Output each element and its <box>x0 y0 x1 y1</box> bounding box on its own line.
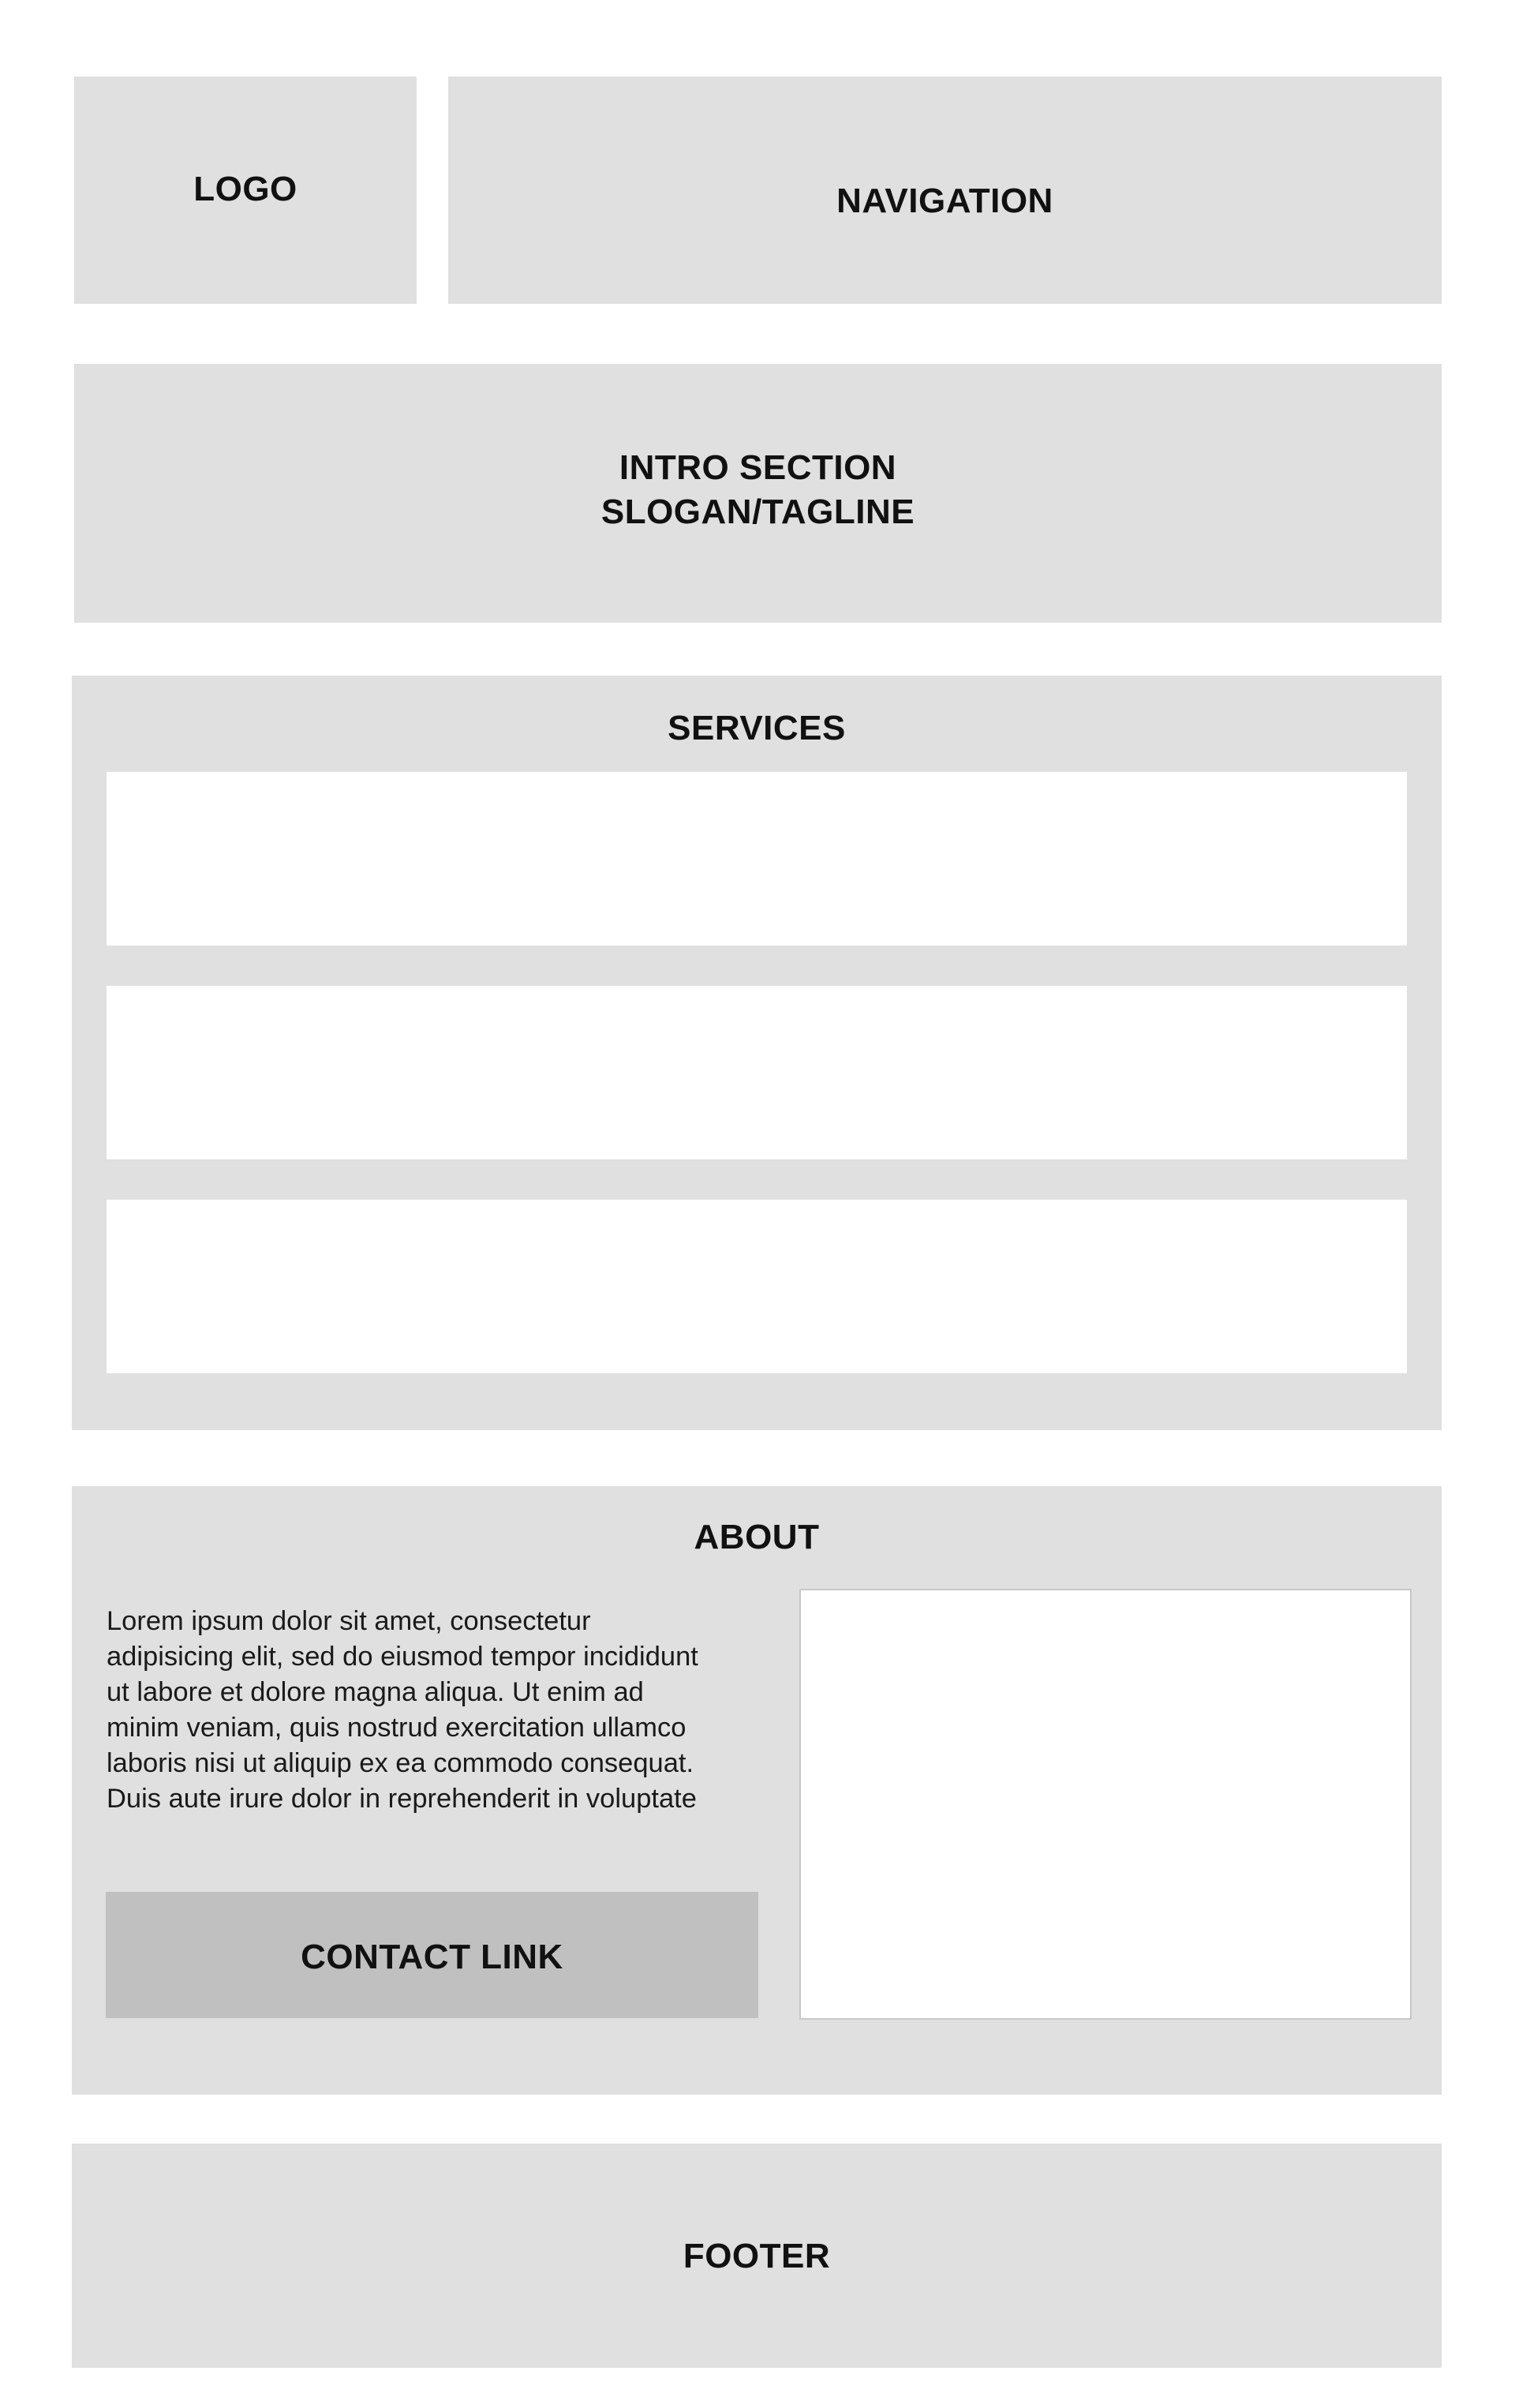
about-body-text: Lorem ipsum dolor sit amet, consectetur adipisicing elit, sed do eiusmod tempor incididunt ut labore et dolore magna aliqua. Ut enim ad minim veniam, quis nostrud exercitation ullamco laboris nisi ut aliquip ex ea commodo consequat. Duis aute irure dolor in reprehenderit in voluptate <box>107 1606 698 1814</box>
service-card <box>107 1200 1407 1373</box>
footer-label: FOOTER <box>683 2237 831 2275</box>
service-card <box>107 986 1407 1159</box>
intro-tagline: SLOGAN/TAGLINE <box>600 492 915 531</box>
navigation-label: NAVIGATION <box>836 182 1053 220</box>
logo-placeholder[interactable] <box>74 77 417 304</box>
about-section <box>72 1486 1442 2095</box>
about-title: ABOUT <box>694 1518 820 1556</box>
about-image-placeholder <box>799 1589 1412 2020</box>
logo-label: LOGO <box>193 170 297 208</box>
intro-title: INTRO SECTION <box>619 448 897 487</box>
service-card <box>107 772 1407 946</box>
intro-section <box>74 364 1442 623</box>
contact-link-label: CONTACT LINK <box>301 1938 563 1976</box>
footer <box>72 2144 1442 2368</box>
services-title: SERVICES <box>668 709 846 747</box>
navigation-placeholder[interactable] <box>448 77 1442 304</box>
services-section <box>72 676 1442 1430</box>
contact-link-button[interactable] <box>106 1892 758 2018</box>
